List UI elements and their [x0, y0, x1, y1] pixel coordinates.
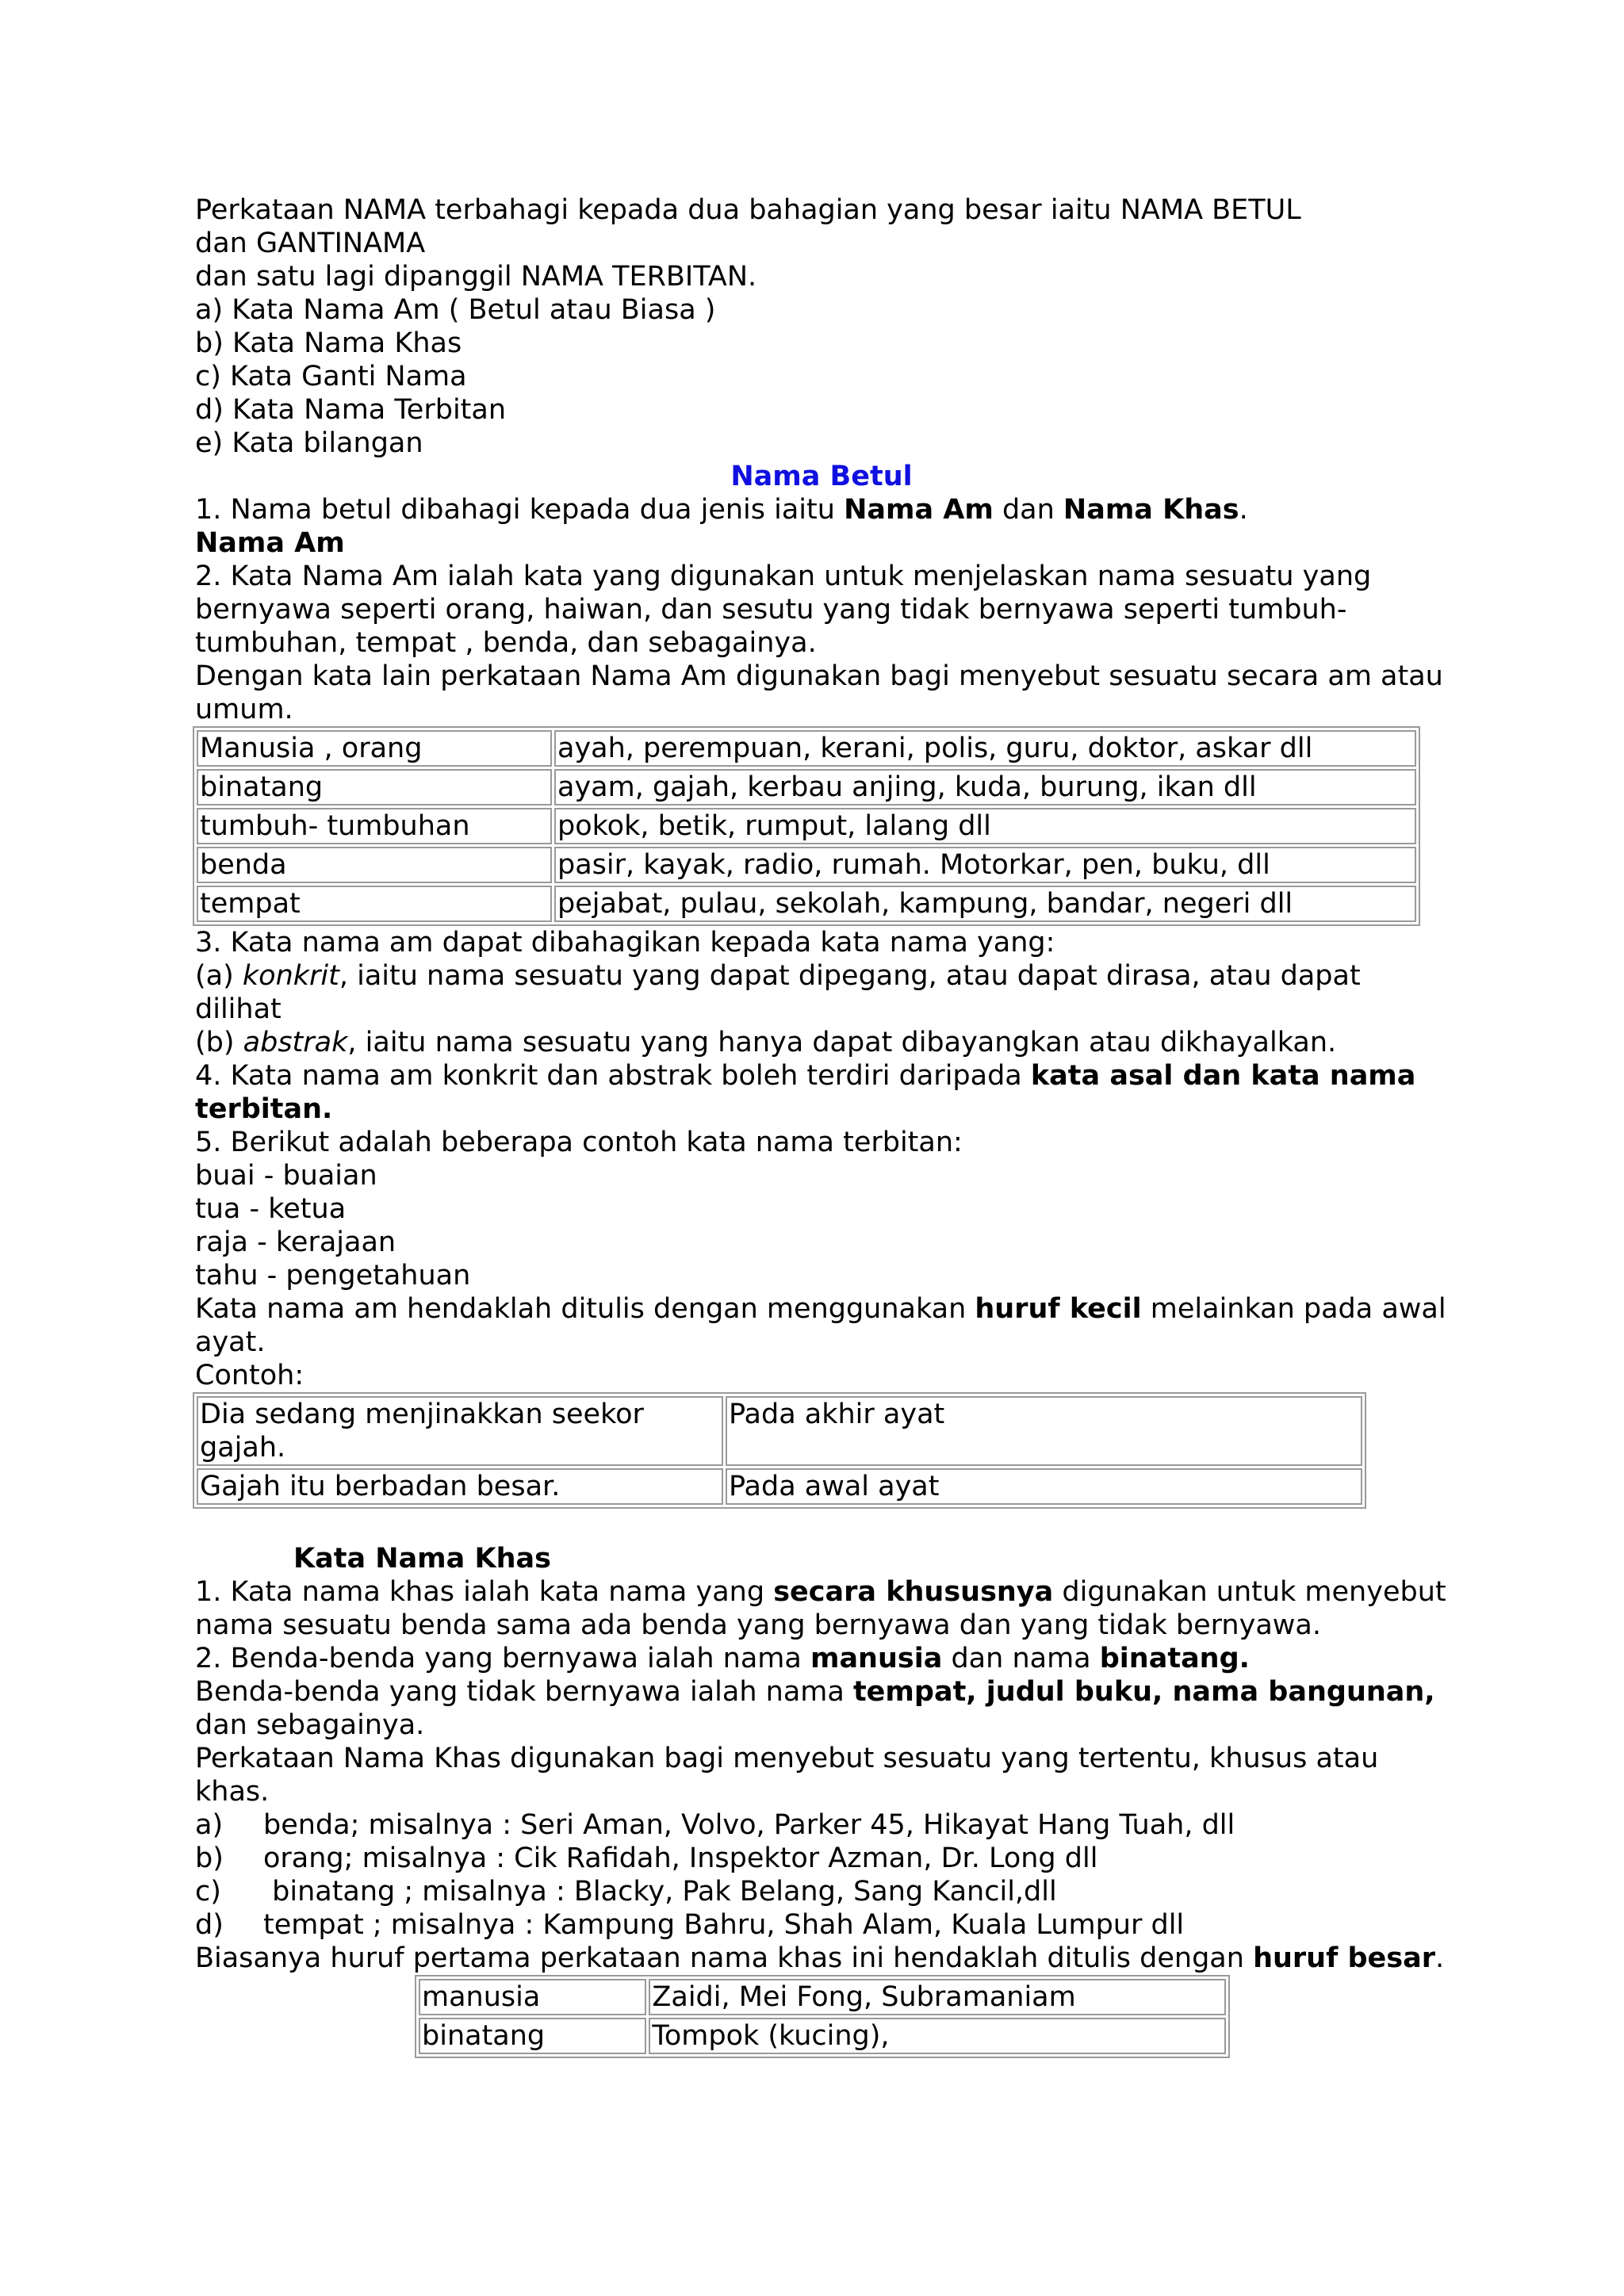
nama-betul-p1: 1. Nama betul dibahagi kepada dua jenis iaitu Nama Am dan Nama Khas. [195, 494, 1248, 526]
contoh-label: Contoh: [195, 1360, 304, 1391]
nama-am-table [193, 726, 1420, 926]
table-cell: tumbuh- tumbuhan [197, 808, 552, 844]
table-cell: Pada akhir ayat [726, 1396, 1362, 1466]
table-cell: ayam, gajah, kerbau anjing, kuda, burung, ikan dll [554, 769, 1416, 806]
table-row [197, 808, 1416, 844]
table-cell: pejabat, pulau, sekolah, kampung, bandar, negeri dll [554, 886, 1416, 922]
table-cell: Gajah itu berbadan besar. [197, 1468, 723, 1505]
khas-list-item: d) tempat ; misalnya : Kampung Bahru, Shah Alam, Kuala Lumpur dll [195, 1909, 1185, 1941]
example-item: tahu - pengetahuan [195, 1260, 471, 1292]
khas-p1: 1. Kata nama khas ialah kata nama yang secara khususnya digunakan untuk menyebut nama sesuatu benda sama ada benda yang bernyawa dan yang tidak bernyawa. [195, 1576, 1446, 1641]
nama-betul-title: Nama Betul [730, 461, 913, 492]
table-cell: binatang [419, 2018, 646, 2054]
intro-line-1: Perkataan NAMA terbahagi kepada dua bahagian yang besar iaitu NAMA BETUL dan GANTINAMA [195, 194, 1301, 259]
table-row [197, 730, 1416, 767]
table-cell: manusia [419, 1979, 646, 2015]
table-cell: Zaidi, Mei Fong, Subramaniam [649, 1979, 1226, 2015]
table-row [419, 1979, 1226, 2015]
contoh-table [193, 1392, 1366, 1509]
table-cell: binatang [197, 769, 552, 806]
khas-list-item: c) binatang ; misalnya : Blacky, Pak Belang, Sang Kancil,dll [195, 1876, 1057, 1908]
nama-am-heading: Nama Am [195, 527, 345, 559]
table-cell: Manusia , orang [197, 730, 552, 767]
khas-p3: Benda-benda yang tidak bernyawa ialah nama tempat, judul buku, nama bangunan, dan sebagainya. [195, 1676, 1435, 1741]
example-item: tua - ketua [195, 1193, 347, 1225]
table-row [197, 886, 1416, 922]
table-cell: Tompok (kucing), [649, 2018, 1226, 2054]
section3-p4: 4. Kata nama am konkrit dan abstrak boleh terdiri daripada kata asal dan kata nama terbitan. [195, 1060, 1416, 1125]
table-cell: pasir, kayak, radio, rumah. Motorkar, pen, buku, dll [554, 847, 1416, 883]
nama-am-p3: Dengan kata lain perkataan Nama Am digunakan bagi menyebut sesuatu secara am atau umum. [195, 660, 1443, 725]
intro-line-2: dan satu lagi dipanggil NAMA TERBITAN. [195, 261, 757, 293]
section3-p6: Kata nama am hendaklah ditulis dengan menggunakan huruf kecil melainkan pada awal ayat. [195, 1293, 1446, 1358]
table-row [197, 1396, 1362, 1466]
nama-khas-table [415, 1975, 1230, 2058]
intro-item: b) Kata Nama Khas [195, 327, 462, 359]
kata-nama-khas-heading: Kata Nama Khas [293, 1543, 551, 1575]
table-cell: tempat [197, 886, 552, 922]
table-cell: Dia sedang menjinakkan seekor gajah. [197, 1396, 723, 1466]
example-item: raja - kerajaan [195, 1226, 396, 1258]
example-item: buai - buaian [195, 1160, 377, 1192]
section3-p5: 5. Berikut adalah beberapa contoh kata nama terbitan: [195, 1127, 963, 1158]
khas-p2: 2. Benda-benda yang bernyawa ialah nama manusia dan nama binatang. [195, 1643, 1250, 1674]
intro-item: d) Kata Nama Terbitan [195, 394, 507, 426]
intro-item: e) Kata bilangan [195, 427, 423, 459]
section3-pb: (b) abstrak, iaitu nama sesuatu yang hanya dapat dibayangkan atau dikhayalkan. [195, 1027, 1337, 1058]
khas-p4: Perkataan Nama Khas digunakan bagi menyebut sesuatu yang tertentu, khusus atau khas. [195, 1743, 1379, 1808]
table-row [197, 847, 1416, 883]
table-cell: Pada awal ayat [726, 1468, 1362, 1505]
khas-list-item: b) orang; misalnya : Cik Rafidah, Inspektor Azman, Dr. Long dll [195, 1843, 1098, 1874]
intro-item: a) Kata Nama Am ( Betul atau Biasa ) [195, 294, 716, 326]
table-cell: benda [197, 847, 552, 883]
table-cell: pokok, betik, rumput, lalang dll [554, 808, 1416, 844]
nama-am-p2: 2. Kata Nama Am ialah kata yang digunakan untuk menjelaskan nama sesuatu yang bernyawa seperti orang, haiwan, dan sesutu yang tidak bernyawa seperti tumbuh-tumbuhan, tempat , benda, dan sebagainya. [195, 561, 1372, 659]
khas-list-item: a) benda; misalnya : Seri Aman, Volvo, Parker 45, Hikayat Hang Tuah, dll [195, 1809, 1235, 1841]
document-page [195, 193, 1448, 2058]
khas-p5: Biasanya huruf pertama perkataan nama khas ini hendaklah ditulis dengan huruf besar. [195, 1942, 1445, 1974]
section3-p3: 3. Kata nama am dapat dibahagikan kepada kata nama yang: [195, 927, 1055, 959]
intro-item: c) Kata Ganti Nama [195, 361, 467, 392]
section3-pa: (a) konkrit, iaitu nama sesuatu yang dapat dipegang, atau dapat dirasa, atau dapat dilihat [195, 960, 1361, 1025]
table-row [197, 769, 1416, 806]
table-cell: ayah, perempuan, kerani, polis, guru, doktor, askar dll [554, 730, 1416, 767]
table-row [419, 2018, 1226, 2054]
table-row [197, 1468, 1362, 1505]
